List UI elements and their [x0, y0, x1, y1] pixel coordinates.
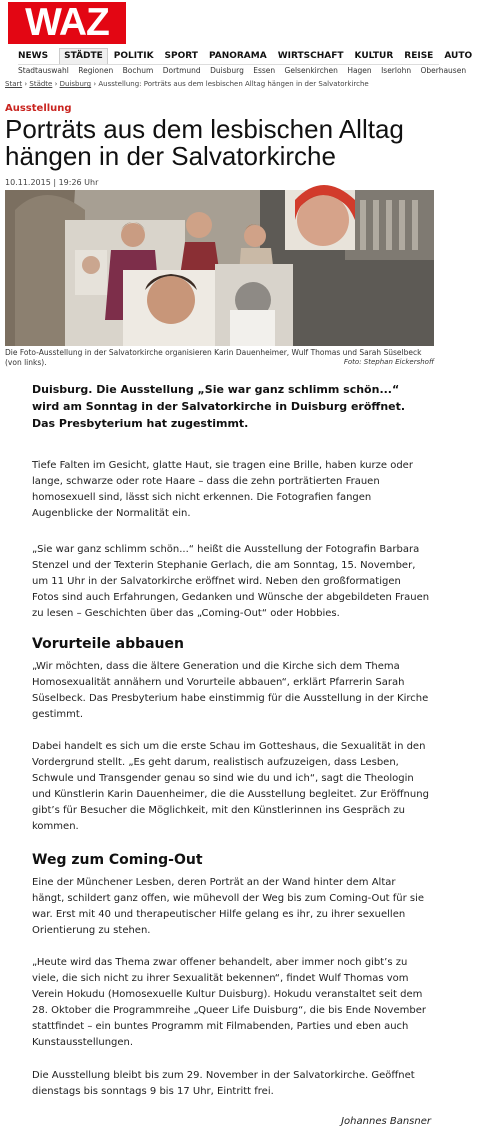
article-paragraph: „Heute wird das Thema zwar offener behandelt, aber immer noch gibt’s zu viele, die sich nicht zu ihrer Sexualität bekennen“, findet Wulf Thomas vom Verein Hokudu (Homosexuelle Kultur Duisburg). Hokudu veranstaltet seit dem 28. Oktober die Programmreihe „Queer Life Duisburg“, die bis Ende November stattfindet – ein buntes Programm mit Filmabenden, Parties und eben auch Kunstausstellungen. [32, 957, 426, 1048]
article-kicker: Ausstellung [5, 103, 72, 114]
nav-item-news[interactable]: NEWS [18, 51, 49, 61]
article-paragraph: Die Ausstellung bleibt bis zum 29. November in der Salvatorkirche. Geöffnet dienstags bis sonntags 9 bis 17 Uhr, Eintritt frei. [32, 1070, 415, 1097]
nav-item-panorama[interactable]: PANORAMA [208, 51, 267, 61]
nav-item-sport[interactable]: SPORT [164, 51, 198, 61]
breadcrumb-current: Ausstellung: Porträts aus dem lesbischen Alltag hängen in der Salvatorkirche [98, 80, 369, 88]
city-link[interactable]: Bochum [122, 66, 154, 75]
article-paragraph: Eine der Münchener Lesben, deren Porträt an der Wand hinter dem Altar hängt, schildert ganz offen, wie mühevoll der Weg bis zum Coming-Out für sie war. Erst mit 40 und therapeutischer Hilfe gelang es ihr, zu ihrer sexuellen Orientierung zu stehen. [32, 877, 425, 936]
breadcrumb-separator: › [93, 80, 99, 88]
article-author: Johannes Bansner [341, 1116, 431, 1127]
church-exhibition-photo [5, 190, 434, 346]
city-link[interactable]: Dortmund [162, 66, 201, 75]
breadcrumb [5, 80, 439, 88]
article-lead: Duisburg. Die Ausstellung „Sie war ganz schlimm schön...“ wird am Sonntag in der Salvatorkirche in Duisburg eröffnet. Das Presbyterium hat zugestimmt. [32, 383, 406, 430]
city-navigation [18, 66, 467, 75]
breadcrumb-duisburg[interactable]: Duisburg [59, 80, 92, 88]
city-link[interactable]: Hagen [347, 66, 372, 75]
nav-item-auto[interactable]: AUTO [444, 51, 473, 61]
section-heading: Vorurteile abbauen [32, 636, 184, 652]
nav-item-wirtschaft[interactable]: WIRTSCHAFT [277, 51, 344, 61]
city-link[interactable]: Gelsenkirchen [284, 66, 338, 75]
city-link[interactable]: Oberhausen [420, 66, 467, 75]
waz-logo[interactable]: WAZ [8, 2, 126, 44]
article-paragraph: Tiefe Falten im Gesicht, glatte Haut, sie tragen eine Brille, haben kurze oder lange, schwarze oder rote Haare – dass die zehn porträtierten Frauen homosexuell sind, lässt sich nicht erkennen. Die Fotografien fangen Augenblicke der Normalität ein. [32, 460, 413, 519]
city-link[interactable]: Regionen [78, 66, 114, 75]
article-dateline: 10.11.2015 | 19:26 Uhr [5, 178, 99, 187]
nav-item-staedte[interactable]: STÄDTE [59, 48, 108, 64]
breadcrumb-separator: › [54, 80, 60, 88]
article-paragraph: „Wir möchten, dass die ältere Generation und die Kirche sich dem Thema Homosexualität annähern und Vorurteile abbauen“, erklärt Pfarrerin Sarah Süselbeck. Das Presbyterium habe einstimmig für die Ausstellung in der Kirche gestimmt. [32, 661, 429, 720]
nav-item-politik[interactable]: POLITIK [113, 51, 154, 61]
section-heading: Weg zum Coming-Out [32, 852, 203, 868]
breadcrumb-staedte[interactable]: Städte [29, 80, 53, 88]
city-link[interactable]: Iserlohn [381, 66, 412, 75]
article-paragraph: Dabei handelt es sich um die erste Schau im Gotteshaus, die Sexualität in den Vordergrund stellt. „Es geht darum, realistisch aufzuzeigen, dass Lesben, Schwule und Transgender genau so sind wie du und ich“, sagt die Theologin und Künstlerin Karin Dauenheimer, die die Ausstellung begleitet. Zur Eröffnung gibt’s für Besucher die Möglichkeit, mit den Künstlerinnen ins Gespräch zu kommen. [32, 741, 429, 832]
breadcrumb-separator: › [24, 80, 30, 88]
main-navigation [18, 48, 473, 65]
photo-caption: Die Foto-Ausstellung in der Salvatorkirche organisieren Karin Dauenheimer, Wulf Thomas und Sarah Süselbeck (von links). [5, 348, 422, 367]
photo-credit: Foto: Stephan Eickershoff [343, 358, 434, 366]
city-link[interactable]: Duisburg [210, 66, 244, 75]
article-headline: Porträts aus dem lesbischen Alltag hängen in der Salvatorkirche [5, 114, 404, 171]
city-link[interactable]: Essen [253, 66, 276, 75]
nav-item-kultur[interactable]: KULTUR [354, 51, 394, 61]
article-photo [5, 190, 434, 346]
city-link[interactable]: Stadtauswahl [18, 66, 69, 75]
breadcrumb-start[interactable]: Start [5, 80, 23, 88]
nav-item-reise[interactable]: REISE [404, 51, 434, 61]
article-paragraph: „Sie war ganz schlimm schön...“ heißt die Ausstellung der Fotografin Barbara Stenzel und der Texterin Stephanie Gerlach, die am Sonntag, 15. November, um 11 Uhr in der Salvatorkirche eröffnet wird. Neben den großformatigen Fotos sind auch Erfahrungen, Gedanken und Wünsche der abgebildeten Frauen zu lesen – Geschichten über das „Coming-Out“ oder Hobbies. [32, 544, 430, 619]
